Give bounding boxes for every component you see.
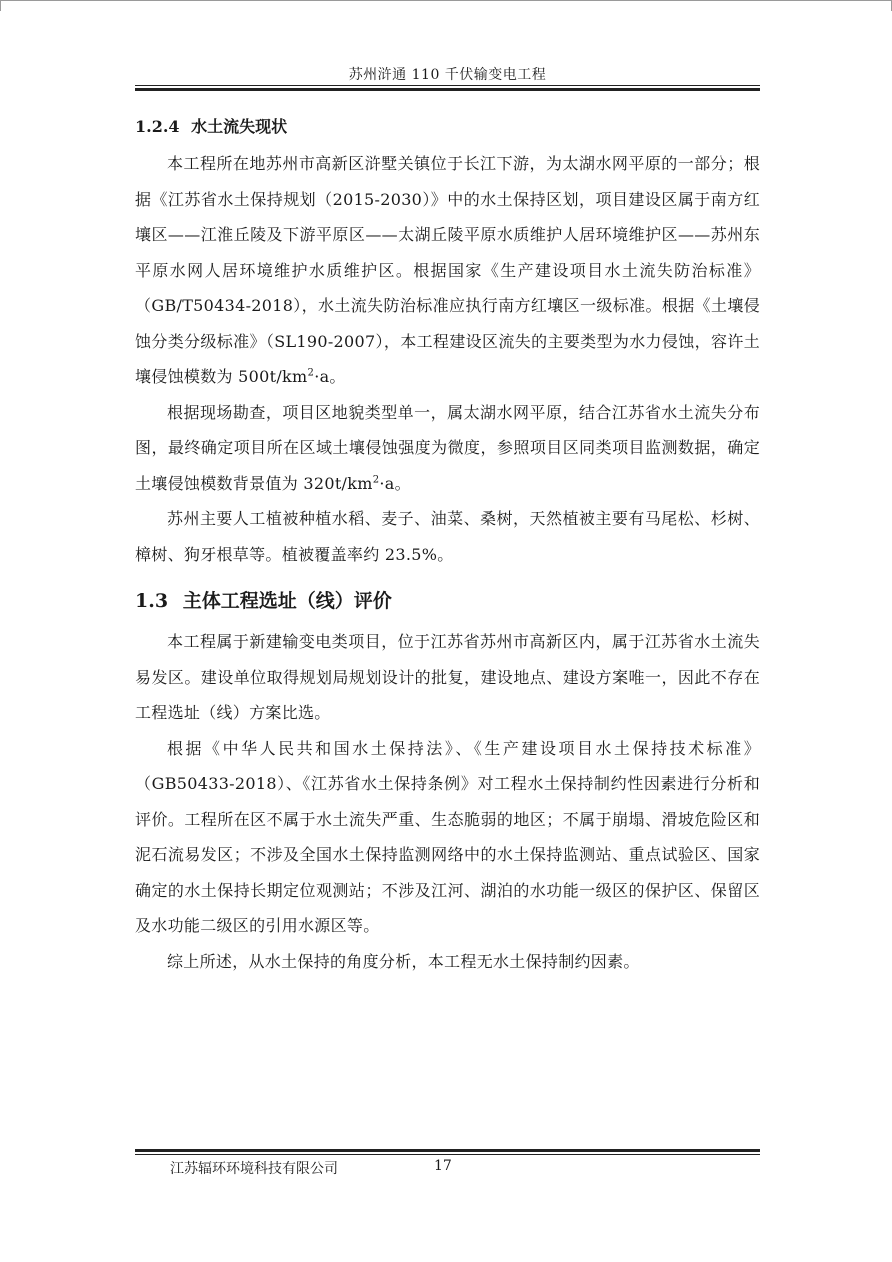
section-number: 1.3 [135,590,169,612]
page-number: 17 [434,1158,452,1174]
page-body [135,114,760,979]
section-number: 1.2.4 [135,117,180,136]
section-title: 主体工程选址（线）评价 [182,590,392,612]
section-1-3-heading [135,586,760,616]
paragraph: 苏州主要人工植被种植水稻、麦子、油菜、桑树，天然植被主要有马尾松、杉树、樟树、狗牙根草等。植被覆盖率约 23.5%。 [135,509,760,564]
footer-company-name: 江苏辐环环境科技有限公司 [170,1161,338,1177]
header-rule-thick [135,88,760,91]
section-title: 水土流失现状 [191,117,288,136]
paragraph: 本工程所在地苏州市高新区浒墅关镇位于长江下游，为太湖水网平原的一部分；根据《江苏省水土保持规划（2015-2030）》中的水土保持区划，项目建设区属于南方红壤区——江淮丘陵及下游平原区——太湖丘陵平原水质维护人居环境维护区——苏州东平原水网人居环境维护水质维护区。根据国家《生产建设项目水土流失防治标准》（GB/T50434-2018），水土流失防治标准应执行南方红壤区一级标准。根据《土壤侵蚀分类分级标准》（SL190-2007），本工程建设区流失的主要类型为水力侵蚀，容许土壤侵蚀模数为 $500t/km^2\cdot a$。 [135,154,760,386]
footer-rule-thick [135,1149,760,1152]
paragraph: 综上所述，从水土保持的角度分析，本工程无水土保持制约因素。 [167,951,640,971]
running-header-title: 苏州浒通 110 千伏输变电工程 [348,67,547,83]
section-1-2-4-heading [135,114,760,140]
paragraph: 本工程属于新建输变电类项目，位于江苏省苏州市高新区内，属于江苏省水土流失易发区。建设单位取得规划局规划设计的批复，建设地点、建设方案唯一，因此不存在工程选址（线）方案比选。 [135,632,760,722]
paragraph: 根据现场勘查，项目区地貌类型单一，属太湖水网平原，结合江苏省水土流失分布图，最终确定项目所在区域土壤侵蚀强度为微度，参照项目区同类项目监测数据，确定土壤侵蚀模数背景值为 $320t/km^2\cdot a$。 [135,402,760,493]
header-rule-thin [135,85,760,86]
paragraph: 根据《中华人民共和国水土保持法》、《生产建设项目水土保持技术标准》（GB50433-2018）、《江苏省水土保持条例》对工程水土保持制约性因素进行分析和评价。工程所在区不属于水土流失严重、生态脆弱的地区；不属于崩塌、滑坡危险区和泥石流易发区；不涉及全国水土保持监测网络中的水土保持监测站、重点试验区、国家确定的水土保持长期定位观测站；不涉及江河、湖泊的水功能一级区的保护区、保留区及水功能二级区的引用水源区等。 [135,738,760,935]
page-top-edge [0,0,892,11]
footer-rule-thin [135,1154,760,1155]
